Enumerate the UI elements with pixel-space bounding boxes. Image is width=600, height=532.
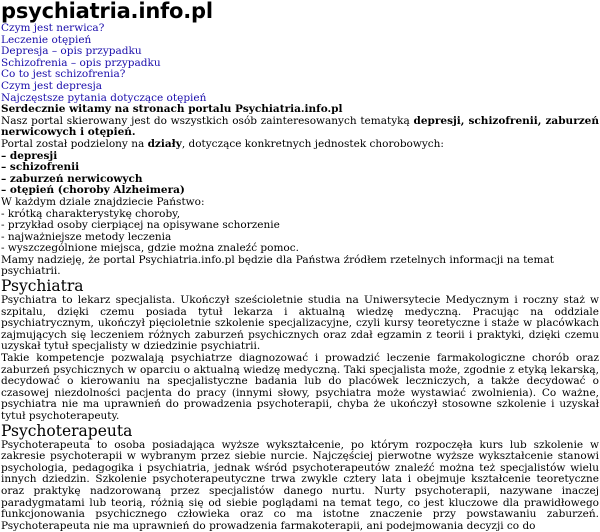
nav-link-pytania-otepienia[interactable]: Najczęstsze pytania dotyczące otępień [1,91,207,104]
list-item: – otępień (choroby Alzheimera) [1,184,185,197]
nav-link-czym-depresja[interactable]: Czym jest depresja [1,79,103,92]
nav-link-schizofrenia-przypadek[interactable]: Schizofrenia – opis przypadku [1,56,161,69]
nav-link-depresja-przypadek[interactable]: Depresja – opis przypadku [1,45,142,58]
sections-list [1,151,599,197]
list-item: – schizofrenii [1,161,80,174]
list-item: - wyszczególnione miejsca, gdzie można znaleźć pomoc. [1,242,299,255]
nav-link-co-to-schizofrenia[interactable]: Co to jest schizofrenia? [1,68,126,81]
site-title: psychiatria.info.pl [1,0,213,23]
nav-link-leczenie-otepien[interactable]: Leczenie otępień [1,33,92,46]
psychoterapeuta-heading: Psychoterapeuta [1,421,133,440]
closing-paragraph: Mamy nadzieję, że portal Psychiatria.info.pl będzie dla Państwa źródłem rzetelnych informacji na temat psychiatrii. [1,253,554,278]
nav-links [1,23,599,104]
divided-paragraph: Portal został podzielony na działy, dotyczące konkretnych jednostek chorobowych: [1,137,444,150]
nav-link-nerwica[interactable]: Czym jest nerwica? [1,22,105,34]
list-item: – depresji [1,149,58,162]
psychiatra-heading: Psychiatra [1,277,84,296]
list-item: – zaburzeń nerwicowych [1,172,143,185]
psychiatra-paragraph-1: Psychiatra to lekarz specjalista. Ukończył sześcioletnie studia na Uniwersytecie Medycznym i roczny staż w szpitalu, dzięki czemu posiada tytuł lekarza i aktualną wiedzę medyczną. Pracując na oddziale psychiatrycznym, ukończył pięcioletnie szkolenie specjalizacyjne, czyli kursy teoretyczne i staże w placówkach zajmujących się leczeniem różnych zaburzeń psychicznych oraz zdał egzamin z teorii i praktyki, dzięki czemu uzyskał tytuł specjalisty w dziedzinie psychiatrii. [1,294,599,353]
list-item: - krótką charakterystykę choroby, [1,207,181,220]
intro-paragraph: Nasz portal skierowany jest do wszystkich osób zainteresowanych tematyką depresji, schizofrenii, zaburzeń nerwicowych i otępień. [1,114,599,139]
welcome-heading: Serdecznie witamy na stronach portalu Psychiatria.info.pl [1,103,343,116]
each-section-list [1,209,599,255]
psychoterapeuta-paragraph-1: Psychoterapeuta to osoba posiadająca wyższe wykształcenie, po którym rozpoczęła kurs lub szkolenie w zakresie psychoterapii w wybranym przez siebie nurcie. Najczęściej pierwotne wyższe wykształcenie stanowi psychologia, pedagogika i psychiatria, jednak wśród psychoterapeutów znaleźć można też specjalistów wielu innych dziedzin. Szkolenie psychoterapeutyczne trwa zwykle cztery lata i obejmuje kształcenie teoretyczne oraz praktykę nadzorowaną przez specjalistów danego nurtu. Nurty psychoterapii, nazywane inaczej paradygmatami lub teorią, różnią się od siebie poglądami na temat tego, co jest kluczowe dla prawidłowego funkcjonowania psychicznego człowieka oraz co ma istotne znaczenie przy powstawaniu zaburzeń. Psychoterapeuta nie ma uprawnień do prowadzenia farmakoterapii, ani podejmowania decyzji co do [1,438,599,532]
list-item: - najważniejsze metody leczenia [1,230,172,243]
list-item: - przykład osoby cierpiącej na opisywane schorzenie [1,219,280,232]
psychiatra-paragraph-2: Takie kompetencje pozwalają psychiatrze diagnozować i prowadzić leczenie farmakologiczne chorób oraz zaburzeń psychicznych w oparciu o aktualną wiedzę medyczną. Taki specjalista może, zgodnie z etyką lekarską, decydować o kierowaniu na specjalistyczne badania lub do placówek leczniczych, a także decydować o czasowej niezdolności pacjenta do pracy (innymi słowy, psychiatra może wystawiać zwolnienia). Co ważne, psychiatra nie ma uprawnień do prowadzenia psychoterapii, chyba że ukończył stosowne szkolenie i uzyskał tytuł psychoterapeuty. [1,352,599,422]
each-section-intro: W każdym dziale znajdziecie Państwo: [1,195,205,208]
